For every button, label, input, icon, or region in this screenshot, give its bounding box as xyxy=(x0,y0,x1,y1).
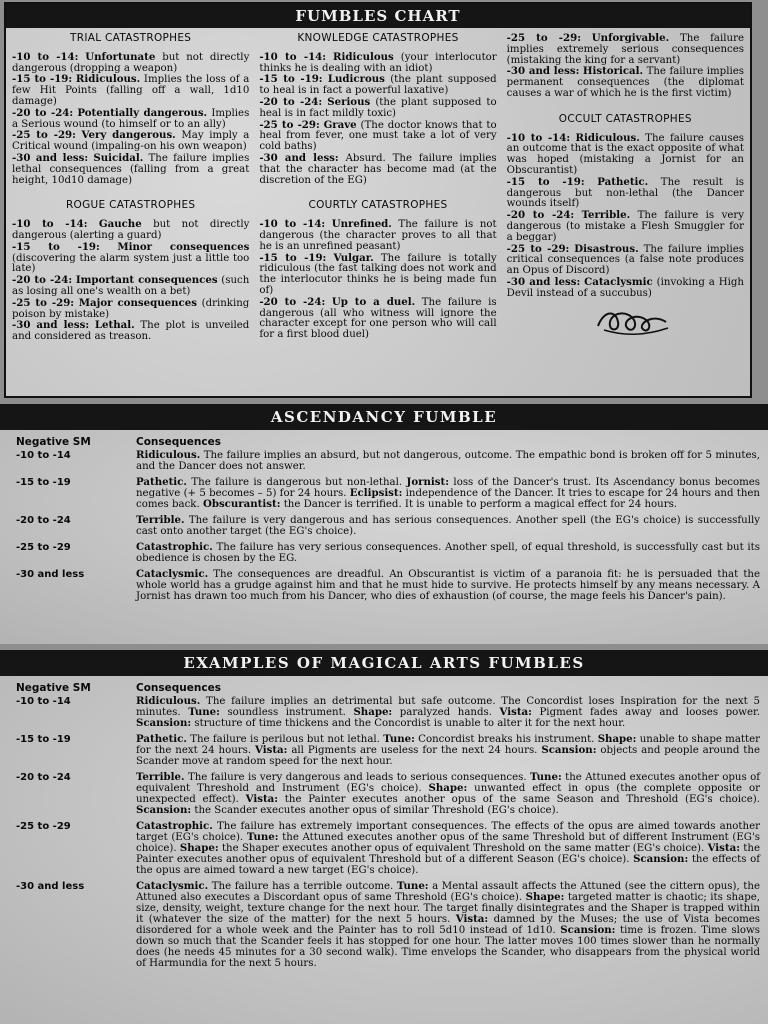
consequence-keyword: Tune: xyxy=(246,831,279,843)
consequence-text: paralyzed hands. xyxy=(392,707,500,718)
consequence-text: the effects of the opus are aimed toward a new target (EG's choice). xyxy=(136,854,760,876)
courtly-entries xyxy=(259,219,496,341)
entry-text: (invoking a High Devil instead of a succubus) xyxy=(506,276,744,299)
row-negative-sm: -15 to -19 xyxy=(16,477,71,488)
entry-text: (the plant supposed to heal is in fact a powerful laxative) xyxy=(259,74,497,97)
consequence-text: The failure is very dangerous and leads to serious consequences. xyxy=(184,772,530,783)
chart-entry xyxy=(259,120,496,153)
entry-range: -25 to -29: xyxy=(12,129,76,142)
entry-label: Vulgar. xyxy=(333,251,374,264)
entry-range: -15 to -19: xyxy=(259,73,323,86)
chart-entry xyxy=(259,253,496,297)
chart-entry xyxy=(12,298,249,321)
entry-label: Grave xyxy=(323,118,357,131)
col-negative-sm: Negative SM xyxy=(16,436,91,448)
consequence-text: The failure is perilous but not lethal. xyxy=(186,734,384,745)
row-consequences xyxy=(136,515,768,537)
consequence-text: objects and people around the Scander move at random speed for the next hour. xyxy=(136,745,760,767)
magical-title: EXAMPLES OF MAGICAL ARTS FUMBLES xyxy=(0,650,768,676)
consequence-keyword: Terrible. xyxy=(136,514,185,526)
table-row xyxy=(0,772,768,816)
table-row xyxy=(0,450,768,472)
entry-range: -25 to -29: xyxy=(506,32,581,44)
consequence-text: the Attuned executes another opus of the same Threshold but of different Instrument (EG's choice). xyxy=(136,832,760,854)
consequence-keyword: Catastrophic. xyxy=(136,541,213,553)
consequence-keyword: Catastrophic. xyxy=(136,820,213,832)
rogue-entries xyxy=(12,219,249,343)
row-consequences xyxy=(136,734,768,767)
consequence-text: the Painter executes another opus of the same Season and Threshold (EG's choice). xyxy=(278,794,760,805)
chart-entry xyxy=(507,177,744,210)
entry-range: -30 and less: xyxy=(12,151,89,164)
entry-range: -10 to -14: xyxy=(12,218,88,231)
entry-label: Disastrous. xyxy=(574,242,639,255)
entry-range: -20 to -24: xyxy=(259,295,326,308)
entry-label: Pathetic. xyxy=(597,175,649,188)
magical-rows xyxy=(0,696,768,969)
consequence-keyword: Jornist: xyxy=(406,476,449,488)
consequence-text: The failure has extremely important consequences. The effects of the opus are aimed towards another target (EG's choice). xyxy=(136,821,760,843)
entry-label: Suicidal. xyxy=(93,151,144,164)
consequence-keyword: Pathetic. xyxy=(136,476,187,488)
consequence-keyword: Obscurantist: xyxy=(202,498,281,510)
entry-label: Up to a duel. xyxy=(331,295,416,308)
row-consequences xyxy=(136,450,768,472)
table-row xyxy=(0,696,768,729)
row-consequences xyxy=(136,542,768,564)
entry-range: -20 to -24: xyxy=(12,274,73,287)
consequence-keyword: Scansion: xyxy=(633,853,689,865)
consequence-text: loss of the Dancer's trust. Its Ascendancy bonus becomes negative (+ 5 becomes – 5) for 24 hours. xyxy=(136,477,760,499)
consequence-text: the Scander executes another opus of similar Threshold (EG's choice). xyxy=(191,805,559,816)
entry-text: (the plant supposed to heal is in fact mildly toxic) xyxy=(259,96,497,119)
consequence-keyword: Shape: xyxy=(428,782,468,794)
consequence-text: The failure is dangerous but non-lethal. xyxy=(186,477,407,488)
consequence-text: targeted matter is chaotic; its shape, size, density, weight, texture change for the next hour. The target finally disintegrates and the Shaper is trapped within it (whatever the size of the matter) for the next 5 hours. xyxy=(136,892,760,925)
entry-range: -20 to -24: xyxy=(259,95,323,108)
entry-range: -10 to -14: xyxy=(506,131,571,144)
entry-range: -25 to -29: xyxy=(506,242,570,255)
entry-label: Ridiculous. xyxy=(75,73,141,86)
chart-entry xyxy=(259,74,496,97)
entry-label: Lethal. xyxy=(94,319,135,332)
row-consequences xyxy=(136,772,768,816)
row-negative-sm: -25 to -29 xyxy=(16,821,71,832)
consequence-text: The failure implies an detrimental but safe outcome. The Concordist loses Inspiration for the next 5 minutes. xyxy=(136,696,760,718)
row-consequences xyxy=(136,696,768,729)
chart-entry xyxy=(259,97,496,120)
consequence-text: The failure has a terrible outcome. xyxy=(208,881,397,892)
chart-entry xyxy=(259,297,496,341)
chart-entry xyxy=(12,52,249,75)
row-consequences xyxy=(136,569,768,602)
entry-label: Serious xyxy=(327,95,371,108)
consequence-keyword: Eclipsist: xyxy=(349,487,403,499)
entry-text: (discovering the alarm system just a little too late) xyxy=(12,252,250,275)
entry-range: -30 and less: xyxy=(259,151,339,164)
entry-label: Very dangerous. xyxy=(81,129,176,142)
entry-text: The failure is not dangerous (the character proves to all that he is an unrefined peasant) xyxy=(259,219,497,252)
column-3 xyxy=(507,30,744,343)
knowledge-title: KNOWLEDGE CATASTROPHES xyxy=(297,32,459,44)
chart-entry xyxy=(12,74,249,107)
consequence-keyword: Tune: xyxy=(396,880,429,892)
consequence-text: The failure implies an absurd, but not dangerous, outcome. The empathic bond is broken off for 5 minutes, and the Dancer does not answer. xyxy=(136,450,760,472)
entry-label: Gauche xyxy=(98,218,142,231)
chart-entry xyxy=(259,52,496,75)
row-negative-sm: -20 to -24 xyxy=(16,515,71,526)
entry-range: -20 to -24: xyxy=(12,106,74,119)
entry-label: Ridiculous. xyxy=(575,131,640,144)
chart-entry xyxy=(259,153,496,186)
flourish-ornament-icon xyxy=(507,304,744,342)
entry-range: -30 and less: xyxy=(506,275,581,288)
rogue-title: ROGUE CATASTROPHES xyxy=(65,199,196,212)
occult-entries xyxy=(507,133,744,300)
consequence-text: the Attuned executes another opus of equivalent Threshold and Instrument (EG's choice). xyxy=(136,772,760,794)
table-row xyxy=(0,881,768,969)
entry-label: Important consequences xyxy=(75,274,218,287)
consequence-keyword: Tune: xyxy=(530,771,562,783)
consequence-keyword: Scansion: xyxy=(136,717,192,729)
entry-text: Absurd. The failure implies that the character has become mad (at the discretion of the EG) xyxy=(259,152,497,186)
entry-text: Implies the loss of a few Hit Points (falling off a wall, 1d10 damage) xyxy=(12,74,250,107)
consequence-text: Concordist breaks his instrument. xyxy=(414,734,598,745)
courtly-continued-entries xyxy=(507,33,744,100)
row-negative-sm: -30 and less xyxy=(16,881,85,892)
consequence-text: damned by the Muses; the use of Vista becomes disordered for a whole week and the Painter has to roll 5d10 instead of 1d10. xyxy=(136,914,760,936)
table-row xyxy=(0,569,768,602)
row-consequences xyxy=(136,821,768,876)
table-row xyxy=(0,821,768,876)
entry-range: -30 and less: xyxy=(506,65,580,78)
ascendancy-rows xyxy=(0,450,768,602)
entry-text: The failure implies lethal consequences (falling from a great height, 10d10 damage) xyxy=(12,152,250,186)
consequence-text: time is frozen. Time slows down so much that the Scander feels it has stopped for one hour. The latter moves 100 times slower than he normally does (he needs 45 minutes for a 30 second walk). Time envelops the Scander, who disappears from the physical world of Harmundia for the next 5 hours. xyxy=(136,925,760,969)
entry-range: -10 to -14: xyxy=(259,218,326,231)
row-negative-sm: -10 to -14 xyxy=(16,696,71,707)
ascendancy-header-row xyxy=(0,430,768,450)
chart-entry xyxy=(12,108,249,131)
consequence-keyword: Vista: xyxy=(455,913,489,925)
consequence-keyword: Scansion: xyxy=(136,804,192,816)
consequence-text: the Painter executes another opus of equivalent Threshold but of a different Season (EG's choice). xyxy=(136,843,760,865)
entry-range: -15 to -19: xyxy=(259,251,327,264)
consequence-keyword: Vista: xyxy=(255,744,288,756)
entry-text: The result is dangerous but non-lethal (the Dancer wounds itself) xyxy=(506,176,744,210)
row-consequences xyxy=(136,477,768,510)
consequence-keyword: Ridiculous. xyxy=(136,695,201,707)
row-negative-sm: -15 to -19 xyxy=(16,734,71,745)
row-consequences xyxy=(136,881,768,969)
table-row xyxy=(0,515,768,537)
entry-label: Unforgivable. xyxy=(591,32,670,44)
consequence-text: Pigment fades away and looses power. xyxy=(531,707,760,718)
consequence-text: the Dancer is terrified. It is unable to perform a magical effect for 24 hours. xyxy=(280,499,678,510)
entry-text: The failure causes an outcome that is the exact opposite of what was hoped (mistaking a Jornist for an Obscurantist) xyxy=(506,132,744,176)
entry-range: -10 to -14: xyxy=(259,50,327,63)
consequence-keyword: Pathetic. xyxy=(136,733,187,745)
consequence-keyword: Shape: xyxy=(179,842,219,854)
entry-label: Ridiculous xyxy=(333,50,394,63)
chart-entry xyxy=(259,219,496,252)
entry-text: The failure is very dangerous (to mistake a Flesh Smuggler for a beggar) xyxy=(506,210,744,243)
column-2 xyxy=(259,30,496,343)
entry-label: Cataclysmic xyxy=(584,275,653,288)
chart-entry xyxy=(507,244,744,277)
chart-entry xyxy=(507,210,744,243)
entry-text: but not directly dangerous (alerting a guard) xyxy=(12,219,250,241)
knowledge-entries xyxy=(259,52,496,187)
consequence-keyword: Vista: xyxy=(499,706,532,718)
courtly-title: COURTLY CATASTROPHES xyxy=(308,199,448,212)
entry-label: Unrefined. xyxy=(331,218,392,231)
entry-text: (such as losing all one's wealth on a bet) xyxy=(12,275,250,297)
consequence-keyword: Tune: xyxy=(383,733,415,745)
entry-range: -20 to -24: xyxy=(506,209,575,222)
chart-entry xyxy=(507,133,744,177)
consequence-keyword: Tune: xyxy=(188,706,220,718)
fumbles-chart xyxy=(4,2,752,398)
table-row xyxy=(0,734,768,767)
consequence-text: all Pigments are useless for the next 24 hours. xyxy=(287,745,542,756)
column-1 xyxy=(12,30,249,343)
consequence-keyword: Scansion: xyxy=(560,924,616,936)
consequence-text: soundless instrument. xyxy=(219,707,354,718)
entry-text: (drinking poison by mistake) xyxy=(12,297,250,320)
entry-range: -15 to -19: xyxy=(12,73,73,86)
consequence-text: the Shaper executes another opus of equivalent Threshold on the same matter (EG's choice). xyxy=(218,843,708,854)
entry-range: -25 to -29: xyxy=(259,118,320,131)
consequence-text: structure of time thickens and the Concordist is unable to alter it for the next hour. xyxy=(191,718,626,729)
consequence-keyword: Cataclysmic. xyxy=(136,568,209,580)
entry-label: Major consequences xyxy=(78,296,197,309)
consequence-text: independence of the Dancer. It tries to escape for 24 hours and then comes back. xyxy=(136,488,760,510)
row-negative-sm: -20 to -24 xyxy=(16,772,71,783)
consequence-keyword: Vista: xyxy=(245,793,279,805)
consequence-text: The consequences are dreadful. An Obscurantist is victim of a paranoia fit: he is persuaded that the whole world has a grudge against him and that he must hide to survive. He protects himself by any means necessary. A Jornist has drawn too much from his Dancer, who dies of exhaustion (of course, the mage feels his Dancer's pain). xyxy=(136,569,760,602)
row-negative-sm: -25 to -29 xyxy=(16,542,71,553)
consequence-text: unable to shape matter for the next 24 hours. xyxy=(136,734,761,756)
trial-entries xyxy=(12,52,249,187)
magical-arts-fumbles-table xyxy=(0,650,768,1024)
chart-entry xyxy=(507,277,744,300)
entry-text: The failure implies critical consequences (a false note produces an Opus of Discord) xyxy=(506,243,744,277)
ascendancy-fumble-table xyxy=(0,404,768,644)
entry-text: The failure is totally ridiculous (the fast talking does not work and the interlocutor thinks he is being made fun of) xyxy=(259,252,497,296)
entry-range: -15 to -19: xyxy=(12,240,100,253)
chart-entry xyxy=(12,153,249,186)
entry-label: Minor consequences xyxy=(117,240,250,253)
consequence-text: unwanted effect in opus (the complete opposite or unexpected effect). xyxy=(136,783,760,805)
entry-text: (The doctor knows that to heal from fever, one must take a lot of very cold baths) xyxy=(259,119,497,153)
entry-range: -30 and less: xyxy=(12,319,90,332)
entry-label: Ludicrous xyxy=(327,73,385,86)
entry-text: but not directly dangerous (dropping a weapon) xyxy=(12,51,250,74)
chart-entry xyxy=(507,33,744,66)
entry-label: Potentially dangerous. xyxy=(77,106,208,119)
ascendancy-title: ASCENDANCY FUMBLE xyxy=(0,404,768,430)
entry-range: -15 to -19: xyxy=(506,175,585,188)
entry-label: Unfortunate xyxy=(85,50,156,63)
entry-label: Terrible. xyxy=(581,209,631,222)
col-consequences: Consequences xyxy=(136,682,221,694)
col-consequences: Consequences xyxy=(136,436,221,448)
magical-header-row xyxy=(0,676,768,696)
fumbles-chart-title: FUMBLES CHART xyxy=(6,4,750,28)
chart-entry xyxy=(12,219,249,242)
entry-range: -10 to -14: xyxy=(12,50,79,63)
consequence-keyword: Ridiculous. xyxy=(136,449,201,461)
consequence-keyword: Cataclysmic. xyxy=(136,880,209,892)
entry-text: Implies a Serious wound (to himself or to an ally) xyxy=(12,107,250,130)
chart-entry xyxy=(12,275,249,298)
entry-text: The plot is unveiled and considered as treason. xyxy=(12,320,250,343)
consequence-text: The failure is very dangerous and has serious consequences. Another spell (the EG's choice) is successfully cast onto another target (the EG's choice). xyxy=(136,515,760,537)
entry-text: (your interlocutor thinks he is dealing with an idiot) xyxy=(259,51,497,74)
consequence-text: The failure has very serious consequences. Another spell, of equal threshold, is successfully cast but its obedience is chosen by the EG. xyxy=(136,542,760,564)
row-negative-sm: -30 and less xyxy=(16,569,85,580)
chart-entry xyxy=(12,320,249,343)
chart-entry xyxy=(12,242,249,275)
consequence-keyword: Vista: xyxy=(707,842,740,854)
table-row xyxy=(0,542,768,564)
chart-entry xyxy=(507,66,744,99)
consequence-keyword: Shape: xyxy=(525,891,565,903)
col-negative-sm: Negative SM xyxy=(16,682,91,694)
trial-title: TRIAL CATASTROPHES xyxy=(70,32,192,44)
row-negative-sm: -10 to -14 xyxy=(16,450,71,461)
entry-text: The failure is dangerous (all who witness will ignore the character except for one person who will call for a first blood duel) xyxy=(259,296,497,341)
entry-text: The failure implies extremely serious consequences (mistaking the king for a servant) xyxy=(506,33,744,66)
consequence-keyword: Scansion: xyxy=(541,744,597,756)
entry-label: Historical. xyxy=(582,65,644,78)
entry-text: The failure implies permanent consequences (the diplomat causes a war of which he is the first victim) xyxy=(506,66,744,99)
consequence-keyword: Shape: xyxy=(353,706,393,718)
consequence-keyword: Shape: xyxy=(597,733,637,745)
consequence-text: a Mental assault affects the Attuned (see the cittern opus), the Attuned also executes a Discordant opus of same Threshold (EG's choice). xyxy=(136,881,760,903)
entry-range: -25 to -29: xyxy=(12,296,75,309)
table-row xyxy=(0,477,768,510)
occult-title: OCCULT CATASTROPHES xyxy=(558,112,692,125)
chart-entry xyxy=(12,130,249,153)
consequence-keyword: Terrible. xyxy=(136,771,185,783)
entry-text: May imply a Critical wound (impaling-on his own weapon) xyxy=(12,130,250,153)
